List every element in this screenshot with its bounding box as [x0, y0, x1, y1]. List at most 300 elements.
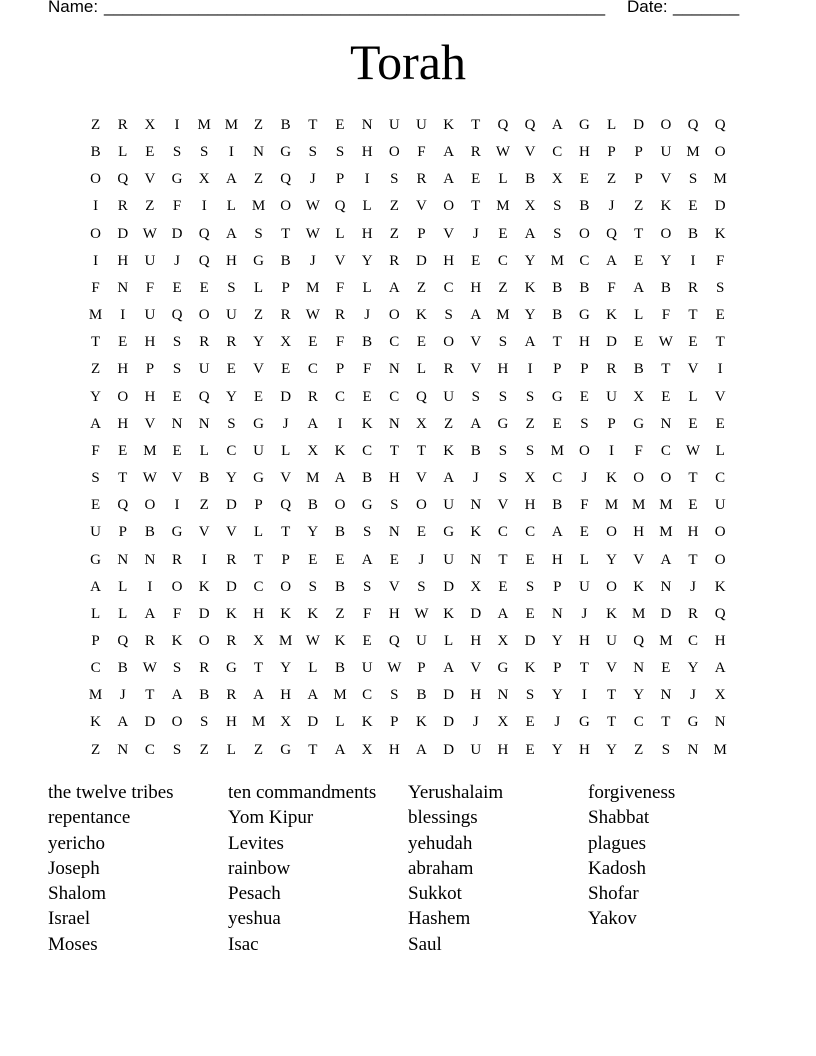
grid-letter: K — [714, 225, 726, 242]
grid-letter: B — [144, 524, 155, 541]
grid-letter: M — [713, 171, 727, 188]
grid-letter: O — [388, 144, 400, 161]
grid-letter: T — [145, 687, 155, 704]
grid-letter: O — [280, 198, 292, 215]
grid-letter: D — [606, 334, 617, 351]
grid-letter: S — [172, 660, 182, 677]
grid-letter: N — [388, 524, 400, 541]
word-item: forgiveness — [588, 782, 676, 803]
grid-letter: A — [443, 144, 455, 161]
grid-letter: C — [362, 442, 373, 459]
grid-letter: L — [90, 605, 101, 622]
grid-letter: R — [226, 687, 237, 704]
grid-letter: M — [604, 497, 619, 514]
grid-letter: R — [443, 361, 454, 378]
grid-letter: X — [307, 442, 319, 459]
grid-letter: H — [144, 334, 156, 351]
grid-letter: M — [659, 524, 673, 541]
grid-letter: Y — [307, 524, 319, 541]
grid-letter: X — [198, 171, 210, 188]
grid-letter: S — [661, 741, 671, 758]
grid-letter: Z — [253, 741, 264, 758]
grid-letter: Y — [606, 741, 617, 758]
grid-letter: I — [120, 307, 126, 324]
grid-letter: E — [308, 334, 318, 351]
grid-letter: J — [119, 687, 126, 704]
grid-letter: Q — [117, 497, 129, 514]
grid-letter: E — [579, 524, 589, 541]
grid-letter: T — [579, 660, 589, 677]
grid-letter: L — [335, 714, 345, 731]
grid-letter: Z — [90, 741, 101, 758]
grid-letter: V — [144, 415, 156, 432]
grid-letter: S — [200, 714, 209, 731]
grid-letter: O — [660, 225, 672, 242]
grid-letter: T — [688, 551, 698, 568]
word-item: blessings — [408, 807, 478, 829]
grid-letter: P — [390, 714, 399, 731]
grid-letter: T — [661, 361, 671, 378]
word-item: Joseph — [48, 857, 100, 879]
word-item: the twelve tribes — [48, 782, 174, 803]
grid-letter: L — [715, 442, 725, 459]
grid-letter: A — [524, 334, 536, 351]
word-column — [408, 780, 588, 957]
grid-letter: O — [198, 307, 210, 324]
grid-letter: J — [690, 578, 696, 595]
grid-letter: H — [578, 741, 590, 758]
grid-row — [82, 166, 734, 193]
grid-letter: K — [443, 605, 455, 622]
grid-letter: E — [525, 714, 535, 731]
grid-letter: K — [171, 632, 183, 649]
grid-letter: A — [361, 551, 373, 568]
grid-letter: G — [280, 741, 292, 758]
grid-letter: P — [580, 361, 589, 378]
grid-letter: T — [471, 117, 481, 133]
letter-grid — [82, 112, 734, 764]
grid-letter: L — [226, 741, 236, 758]
grid-letter: E — [308, 551, 318, 568]
grid-letter: D — [524, 632, 536, 649]
grid-letter: I — [93, 252, 99, 269]
grid-letter: E — [389, 551, 399, 568]
grid-letter: I — [690, 252, 696, 269]
grid-letter: H — [687, 524, 699, 541]
grid-letter: K — [225, 605, 237, 622]
grid-row — [82, 682, 734, 709]
grid-letter: B — [280, 117, 291, 133]
grid-letter: N — [687, 741, 699, 758]
grid-letter: N — [714, 714, 726, 731]
grid-letter: Y — [687, 660, 699, 677]
grid-letter: F — [362, 361, 372, 378]
grid-letter: R — [416, 171, 427, 188]
grid-letter: E — [688, 497, 698, 514]
grid-letter: H — [361, 144, 373, 161]
grid-letter: S — [172, 334, 182, 351]
grid-letter: Y — [551, 632, 563, 649]
grid-letter: R — [470, 144, 481, 161]
grid-letter: F — [607, 279, 616, 296]
grid-letter: Z — [253, 117, 264, 133]
grid-row — [82, 411, 734, 438]
grid-letter: H — [388, 470, 400, 487]
grid-letter: O — [144, 497, 156, 514]
grid-letter: V — [280, 470, 292, 487]
grid-letter: G — [280, 144, 292, 161]
grid-letter: O — [714, 524, 726, 541]
grid-letter: X — [714, 687, 726, 704]
grid-letter: A — [443, 171, 455, 188]
grid-letter: T — [634, 225, 644, 242]
grid-letter: F — [335, 279, 345, 296]
grid-letter: I — [174, 117, 180, 133]
grid-letter: B — [362, 470, 373, 487]
grid-letter: O — [443, 334, 455, 351]
grid-letter: X — [253, 632, 264, 649]
grid-letter: E — [634, 334, 644, 351]
grid-letter: C — [389, 388, 400, 405]
grid-row — [82, 193, 734, 220]
grid-letter: T — [118, 470, 128, 487]
word-item: Israel — [48, 908, 91, 930]
grid-letter: N — [497, 687, 509, 704]
grid-letter: G — [551, 388, 563, 405]
grid-letter: P — [91, 632, 100, 649]
grid-letter: E — [281, 361, 291, 378]
grid-letter: K — [361, 415, 373, 432]
grid-letter: A — [307, 687, 319, 704]
grid-letter: L — [416, 361, 427, 378]
grid-letter: A — [307, 415, 319, 432]
grid-letter: E — [199, 279, 209, 296]
grid-letter: A — [90, 415, 101, 432]
grid-letter: B — [416, 687, 427, 704]
grid-letter: T — [688, 307, 698, 324]
grid-letter: D — [443, 687, 455, 704]
grid-letter: V — [633, 551, 645, 568]
grid-letter: Q — [280, 497, 292, 514]
grid-letter: O — [416, 497, 427, 514]
grid-letter: K — [633, 578, 645, 595]
grid-letter: G — [578, 714, 590, 731]
grid-letter: H — [117, 361, 129, 378]
grid-letter: I — [228, 144, 234, 161]
grid-letter: Z — [444, 415, 454, 432]
grid-letter: G — [171, 171, 183, 188]
grid-letter: E — [471, 252, 481, 269]
grid-letter: E — [172, 442, 182, 459]
grid-letter: R — [144, 632, 155, 649]
grid-letter: S — [525, 578, 535, 595]
word-item: Sukkot — [408, 883, 462, 905]
grid-letter: I — [581, 687, 587, 704]
grid-letter: S — [390, 497, 399, 514]
grid-letter: B — [334, 524, 345, 541]
grid-letter: Y — [361, 252, 373, 269]
grid-letter: K — [334, 442, 346, 459]
grid-letter: T — [416, 442, 427, 459]
grid-letter: P — [335, 171, 345, 188]
grid-letter: M — [306, 470, 320, 487]
grid-letter: L — [199, 442, 209, 459]
grid-letter: L — [634, 307, 644, 324]
grid-letter: I — [527, 361, 533, 378]
grid-letter: P — [417, 660, 426, 677]
grid-letter: L — [688, 388, 698, 405]
grid-letter: O — [714, 144, 726, 161]
grid-letter: P — [145, 361, 155, 378]
grid-letter: N — [388, 361, 400, 378]
grid-letter: V — [470, 334, 482, 351]
grid-letter: D — [144, 714, 156, 731]
grid-letter: U — [90, 524, 101, 541]
grid-letter: M — [686, 144, 700, 161]
grid-letter: P — [417, 225, 426, 242]
grid-letter: T — [253, 660, 264, 677]
grid-letter: L — [118, 605, 128, 622]
grid-letter: F — [362, 605, 372, 622]
grid-letter: P — [553, 361, 562, 378]
grid-letter: K — [90, 714, 101, 731]
grid-letter: C — [443, 279, 454, 296]
grid-letter: J — [174, 252, 180, 269]
grid-letter: U — [144, 307, 156, 324]
word-item: Yerushalaim — [408, 782, 504, 803]
grid-letter: W — [685, 442, 701, 459]
grid-letter: C — [90, 660, 101, 677]
grid-letter: O — [280, 578, 292, 595]
grid-letter: E — [579, 388, 589, 405]
grid-letter: X — [144, 117, 156, 133]
grid-letter: R — [199, 660, 210, 677]
grid-letter: P — [634, 171, 643, 188]
grid-letter: E — [118, 334, 128, 351]
grid-letter: M — [251, 198, 266, 215]
grid-letter: J — [418, 551, 425, 568]
grid-letter: H — [633, 524, 645, 541]
grid-letter: S — [254, 225, 263, 242]
grid-letter: H — [497, 741, 509, 758]
grid-letter: C — [525, 524, 536, 541]
grid-letter: H — [578, 632, 590, 649]
grid-letter: Z — [634, 198, 644, 215]
grid-letter: L — [118, 144, 128, 161]
grid-letter: N — [551, 605, 563, 622]
grid-letter: M — [88, 307, 103, 324]
grid-letter: S — [227, 279, 236, 296]
grid-letter: Z — [498, 279, 508, 296]
grid-letter: F — [91, 279, 100, 296]
word-item: plagues — [588, 832, 647, 854]
grid-letter: U — [416, 632, 427, 649]
word-item: ten commandments — [228, 782, 377, 803]
grid-letter: Y — [606, 551, 617, 568]
word-item: Yakov — [588, 908, 637, 930]
grid-letter: J — [472, 470, 479, 487]
grid-letter: B — [334, 578, 345, 595]
grid-letter: T — [661, 714, 671, 731]
grid-letter: M — [197, 117, 211, 133]
grid-letter: F — [335, 334, 345, 351]
grid-letter: K — [416, 307, 427, 324]
grid-letter: Z — [199, 497, 209, 514]
grid-letter: H — [117, 415, 129, 432]
grid-letter: I — [337, 415, 343, 432]
grid-letter: N — [470, 551, 482, 568]
grid-letter: M — [279, 632, 293, 649]
grid-letter: H — [578, 144, 590, 161]
grid-letter: M — [143, 442, 157, 459]
grid-letter: S — [525, 388, 535, 405]
grid-letter: X — [361, 741, 373, 758]
word-item: Shabbat — [588, 807, 650, 829]
grid-letter: T — [606, 714, 617, 731]
grid-letter: O — [633, 470, 645, 487]
grid-row — [82, 547, 734, 574]
grid-letter: K — [524, 660, 536, 677]
grid-letter: W — [495, 144, 510, 161]
grid-letter: X — [497, 632, 509, 649]
grid-letter: U — [388, 117, 400, 133]
grid-letter: T — [498, 551, 508, 568]
grid-letter: A — [90, 578, 101, 595]
date-line: _______ — [673, 0, 740, 16]
grid-letter: A — [225, 171, 237, 188]
grid-letter: D — [171, 225, 183, 242]
grid-letter: P — [281, 551, 290, 568]
grid-letter: T — [606, 687, 617, 704]
grid-letter: E — [688, 334, 698, 351]
grid-letter: E — [498, 578, 508, 595]
grid-letter: H — [361, 225, 373, 242]
grid-letter: H — [388, 605, 400, 622]
grid-letter: G — [90, 551, 101, 568]
grid-letter: Y — [633, 687, 645, 704]
grid-letter: E — [688, 198, 698, 215]
grid-letter: O — [714, 551, 726, 568]
grid-letter: W — [305, 307, 320, 324]
grid-letter: H — [443, 252, 455, 269]
grid-letter: K — [443, 117, 455, 133]
grid-letter: L — [579, 551, 589, 568]
grid-row — [82, 438, 734, 465]
grid-letter: J — [309, 171, 316, 188]
grid-letter: I — [201, 198, 207, 215]
grid-letter: M — [550, 442, 564, 459]
grid-letter: V — [225, 524, 237, 541]
grid-letter: F — [716, 252, 725, 269]
grid-letter: Q — [198, 225, 210, 242]
grid-letter: S — [498, 442, 508, 459]
grid-letter: G — [253, 415, 264, 432]
grid-letter: S — [362, 524, 372, 541]
grid-letter: N — [198, 415, 210, 432]
grid-letter: N — [660, 578, 672, 595]
grid-letter: K — [714, 578, 726, 595]
grid-row — [82, 492, 734, 519]
word-item: rainbow — [228, 857, 291, 879]
grid-letter: B — [660, 279, 671, 296]
grid-letter: J — [554, 714, 561, 731]
grid-row — [82, 519, 734, 546]
grid-letter: Q — [606, 225, 617, 242]
grid-letter: A — [171, 687, 183, 704]
word-item: repentance — [48, 807, 131, 829]
grid-letter: A — [633, 279, 645, 296]
grid-letter: P — [607, 144, 616, 161]
grid-letter: V — [524, 144, 536, 161]
grid-letter: C — [497, 524, 508, 541]
grid-letter: B — [579, 198, 590, 215]
grid-row — [82, 574, 734, 601]
grid-letter: S — [553, 225, 562, 242]
grid-letter: O — [606, 524, 617, 541]
grid-row — [82, 709, 734, 736]
grid-letter: D — [443, 714, 455, 731]
grid-letter: Z — [253, 171, 264, 188]
grid-letter: G — [578, 117, 590, 133]
grid-row — [82, 655, 734, 682]
grid-row — [82, 356, 734, 383]
grid-letter: M — [659, 497, 673, 514]
grid-row — [82, 329, 734, 356]
grid-letter: X — [280, 334, 292, 351]
grid-letter: O — [388, 307, 400, 324]
grid-letter: G — [171, 524, 183, 541]
grid-letter: E — [661, 388, 671, 405]
word-item: Moses — [48, 933, 98, 955]
grid-letter: U — [225, 307, 237, 324]
grid-letter: W — [305, 225, 320, 242]
grid-letter: V — [334, 252, 346, 269]
grid-letter: E — [253, 388, 264, 405]
word-list — [48, 780, 768, 957]
grid-row — [82, 248, 734, 275]
grid-letter: N — [361, 117, 373, 133]
grid-letter: A — [660, 551, 672, 568]
grid-letter: P — [607, 415, 616, 432]
grid-letter: H — [578, 334, 590, 351]
grid-letter: D — [470, 605, 482, 622]
grid-letter: N — [117, 279, 129, 296]
header — [48, 0, 748, 19]
name-line: _____________________________________________________ — [104, 0, 606, 16]
grid-letter: S — [335, 144, 345, 161]
grid-letter: C — [144, 741, 155, 758]
grid-letter: G — [497, 660, 509, 677]
grid-letter: B — [362, 334, 373, 351]
grid-letter: L — [226, 198, 236, 215]
grid-letter: S — [688, 171, 698, 188]
grid-row — [82, 601, 734, 628]
grid-letter: W — [658, 334, 673, 351]
grid-letter: L — [335, 225, 345, 242]
word-item: Levites — [228, 832, 284, 854]
grid-letter: K — [280, 605, 292, 622]
grid-letter: Q — [334, 198, 346, 215]
grid-letter: A — [551, 524, 563, 541]
grid-letter: X — [416, 415, 427, 432]
grid-letter: H — [388, 741, 400, 758]
grid-letter: O — [117, 388, 129, 405]
grid-letter: R — [334, 307, 345, 324]
grid-letter: S — [227, 415, 236, 432]
grid-letter: R — [226, 632, 237, 649]
grid-letter: E — [362, 388, 372, 405]
grid-letter: U — [443, 551, 455, 568]
